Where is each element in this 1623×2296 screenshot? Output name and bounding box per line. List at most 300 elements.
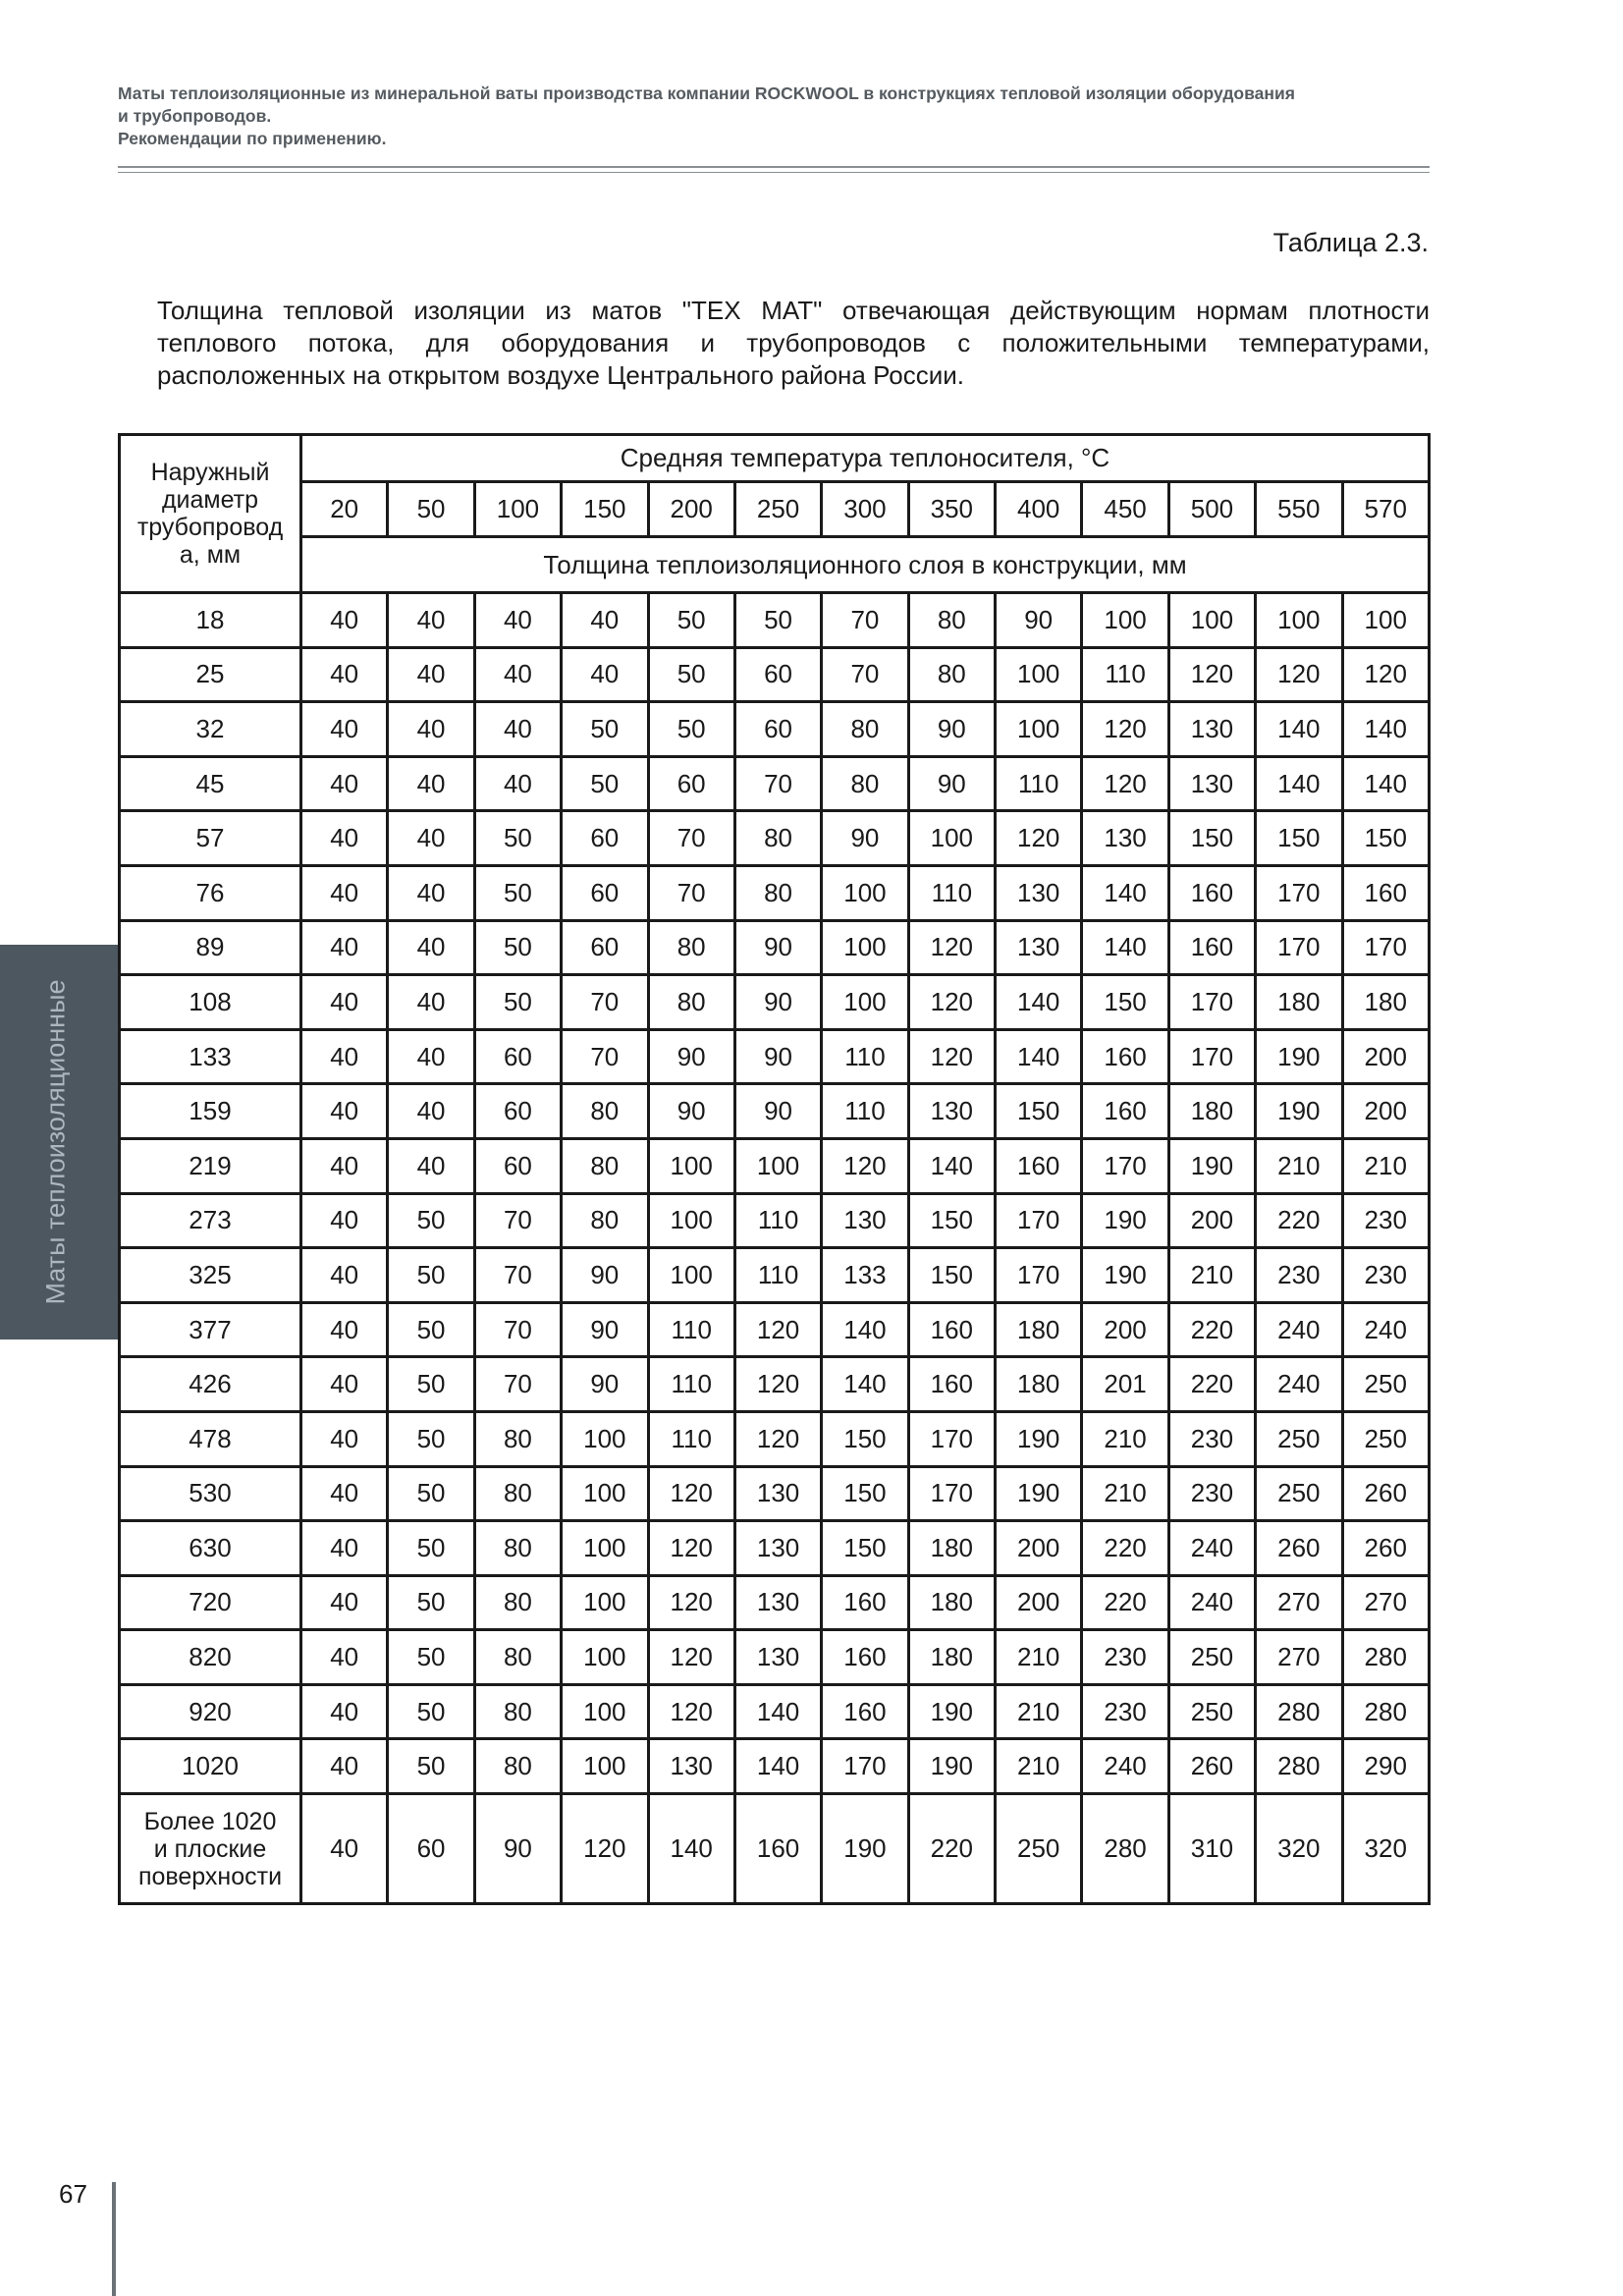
caption-line-3: расположенных на открытом воздухе Центрального района России. — [157, 360, 965, 390]
diameter-cell: 25 — [120, 647, 301, 702]
thickness-cell: 120 — [648, 1466, 734, 1521]
thickness-cell: 190 — [1256, 1084, 1342, 1139]
thickness-cell: 280 — [1342, 1630, 1430, 1685]
thickness-cell: 170 — [908, 1411, 995, 1466]
temperature-caption: Средняя температура теплоносителя, °С — [301, 435, 1430, 482]
thickness-cell: 40 — [301, 1084, 388, 1139]
thickness-cell: 80 — [474, 1575, 561, 1630]
thickness-cell: 240 — [1168, 1575, 1255, 1630]
table-row — [120, 1138, 1430, 1193]
thickness-cell: 50 — [474, 975, 561, 1030]
thickness-cell: 90 — [734, 1029, 821, 1084]
thickness-cell: 80 — [822, 756, 908, 811]
thickness-cell: 80 — [908, 647, 995, 702]
thickness-cell: 160 — [822, 1630, 908, 1685]
thickness-cell: 110 — [648, 1411, 734, 1466]
thickness-cell: 160 — [908, 1357, 995, 1412]
thickness-cell: 50 — [388, 1739, 474, 1794]
thickness-cell: 170 — [1256, 920, 1342, 975]
temperature-column-header: 200 — [648, 482, 734, 537]
thickness-cell: 200 — [1342, 1029, 1430, 1084]
thickness-cell: 140 — [1082, 865, 1168, 920]
table-row — [120, 1794, 1430, 1904]
thickness-cell: 170 — [996, 1193, 1082, 1248]
diameter-cell: 478 — [120, 1411, 301, 1466]
thickness-cell: 220 — [1256, 1193, 1342, 1248]
thickness-cell: 80 — [562, 1193, 648, 1248]
thickness-cell: 250 — [1256, 1466, 1342, 1521]
table-row — [120, 1684, 1430, 1739]
thickness-cell: 60 — [474, 1029, 561, 1084]
thickness-cell: 160 — [996, 1138, 1082, 1193]
thickness-cell: 240 — [1256, 1302, 1342, 1357]
thickness-cell: 150 — [908, 1248, 995, 1303]
thickness-cell: 70 — [562, 975, 648, 1030]
diameter-cell: 920 — [120, 1684, 301, 1739]
thickness-cell: 40 — [301, 1357, 388, 1412]
thickness-cell: 40 — [388, 702, 474, 757]
thickness-cell: 40 — [301, 1029, 388, 1084]
thickness-cell: 120 — [734, 1357, 821, 1412]
table-number: Таблица 2.3. — [1272, 228, 1429, 257]
thickness-cell: 200 — [996, 1521, 1082, 1576]
diameter-cell: 820 — [120, 1630, 301, 1685]
thickness-cell: 40 — [301, 702, 388, 757]
thickness-cell: 40 — [301, 920, 388, 975]
thickness-cell: 140 — [1342, 702, 1430, 757]
thickness-cell: 160 — [822, 1575, 908, 1630]
thickness-cell: 70 — [474, 1302, 561, 1357]
thickness-cell: 200 — [1342, 1084, 1430, 1139]
thickness-cell: 210 — [1256, 1138, 1342, 1193]
thickness-cell: 110 — [1082, 647, 1168, 702]
thickness-cell: 100 — [822, 920, 908, 975]
thickness-cell: 70 — [562, 1029, 648, 1084]
thickness-cell: 60 — [734, 647, 821, 702]
thickness-cell: 100 — [822, 865, 908, 920]
table-row — [120, 1575, 1430, 1630]
diameter-cell: 159 — [120, 1084, 301, 1139]
diameter-header-line: а, мм — [179, 541, 242, 569]
thickness-cell: 100 — [562, 1630, 648, 1685]
diameter-cell: 630 — [120, 1521, 301, 1576]
thickness-cell: 150 — [1168, 811, 1255, 866]
thickness-cell: 230 — [1256, 1248, 1342, 1303]
thickness-cell: 230 — [1082, 1630, 1168, 1685]
thickness-cell: 130 — [734, 1521, 821, 1576]
thickness-cell: 210 — [996, 1684, 1082, 1739]
thickness-cell: 110 — [734, 1193, 821, 1248]
thickness-cell: 180 — [1256, 975, 1342, 1030]
thickness-cell: 100 — [562, 1411, 648, 1466]
thickness-cell: 100 — [562, 1739, 648, 1794]
diameter-cell: 32 — [120, 702, 301, 757]
diameter-cell: 720 — [120, 1575, 301, 1630]
thickness-cell: 40 — [474, 702, 561, 757]
thickness-cell: 50 — [734, 593, 821, 648]
table-caption — [157, 295, 1430, 392]
thickness-cell: 50 — [388, 1302, 474, 1357]
thickness-cell: 40 — [388, 756, 474, 811]
thickness-cell: 100 — [822, 975, 908, 1030]
thickness-cell: 40 — [562, 647, 648, 702]
thickness-cell: 270 — [1256, 1575, 1342, 1630]
temperature-column-header: 250 — [734, 482, 821, 537]
thickness-cell: 90 — [734, 1084, 821, 1139]
thickness-cell: 80 — [474, 1411, 561, 1466]
caption-line-1: Толщина тепловой изоляции из матов "TEX MAT" отвечающая действующим нормам плотности — [157, 296, 1430, 325]
thickness-cell: 220 — [1168, 1357, 1255, 1412]
temperature-column-header: 450 — [1082, 482, 1168, 537]
thickness-cell: 120 — [1256, 647, 1342, 702]
thickness-cell: 180 — [1342, 975, 1430, 1030]
thickness-cell: 40 — [388, 975, 474, 1030]
thickness-cell: 40 — [301, 1630, 388, 1685]
thickness-cell: 190 — [908, 1684, 995, 1739]
running-header-line-3: Рекомендации по применению. — [118, 129, 387, 148]
thickness-cell: 90 — [562, 1302, 648, 1357]
thickness-cell: 200 — [1168, 1193, 1255, 1248]
thickness-cell: 130 — [734, 1575, 821, 1630]
temperature-header-row — [120, 482, 1430, 537]
thickness-cell: 50 — [562, 756, 648, 811]
thickness-cell: 120 — [908, 975, 995, 1030]
thickness-cell: 110 — [648, 1357, 734, 1412]
thickness-cell: 170 — [996, 1248, 1082, 1303]
thickness-cell: 100 — [648, 1193, 734, 1248]
thickness-cell: 50 — [388, 1684, 474, 1739]
thickness-cell: 250 — [1256, 1411, 1342, 1466]
diameter-header-line: Наружный — [150, 459, 270, 486]
thickness-cell: 230 — [1168, 1466, 1255, 1521]
thickness-cell: 130 — [1168, 702, 1255, 757]
page-number-bar — [112, 2182, 116, 2296]
thickness-cell: 160 — [908, 1302, 995, 1357]
temperature-column-header: 500 — [1168, 482, 1255, 537]
thickness-cell: 190 — [1082, 1248, 1168, 1303]
thickness-cell: 70 — [474, 1193, 561, 1248]
thickness-cell: 110 — [822, 1084, 908, 1139]
thickness-cell: 70 — [474, 1357, 561, 1412]
thickness-cell: 150 — [822, 1466, 908, 1521]
thickness-cell: 160 — [1082, 1029, 1168, 1084]
table-row — [120, 647, 1430, 702]
thickness-cell: 240 — [1256, 1357, 1342, 1412]
thickness-cell: 90 — [474, 1794, 561, 1904]
thickness-cell: 160 — [1168, 920, 1255, 975]
thickness-cell: 40 — [301, 865, 388, 920]
thickness-cell: 40 — [301, 1411, 388, 1466]
thickness-cell: 150 — [908, 1193, 995, 1248]
thickness-cell: 100 — [648, 1138, 734, 1193]
thickness-cell: 220 — [1082, 1575, 1168, 1630]
thickness-cell: 50 — [648, 647, 734, 702]
thickness-cell: 140 — [996, 1029, 1082, 1084]
table-row — [120, 702, 1430, 757]
thickness-cell: 40 — [301, 1794, 388, 1904]
thickness-cell: 100 — [562, 1466, 648, 1521]
header-rule — [118, 166, 1430, 168]
diameter-cell: 45 — [120, 756, 301, 811]
thickness-cell: 250 — [1168, 1684, 1255, 1739]
thickness-cell: 320 — [1256, 1794, 1342, 1904]
thickness-cell: 200 — [1082, 1302, 1168, 1357]
thickness-cell: 220 — [1082, 1521, 1168, 1576]
thickness-cell: 60 — [562, 920, 648, 975]
thickness-cell: 80 — [562, 1138, 648, 1193]
thickness-cell: 160 — [1082, 1084, 1168, 1139]
thickness-cell: 170 — [1168, 975, 1255, 1030]
thickness-cell: 80 — [474, 1739, 561, 1794]
thickness-cell: 260 — [1168, 1739, 1255, 1794]
thickness-cell: 180 — [908, 1521, 995, 1576]
thickness-cell: 130 — [908, 1084, 995, 1139]
thickness-cell: 80 — [908, 593, 995, 648]
thickness-cell: 90 — [734, 975, 821, 1030]
thickness-cell: 90 — [562, 1357, 648, 1412]
thickness-cell: 50 — [474, 920, 561, 975]
thickness-cell: 80 — [648, 920, 734, 975]
thickness-cell: 140 — [996, 975, 1082, 1030]
table-row — [120, 865, 1430, 920]
thickness-cell: 190 — [1082, 1193, 1168, 1248]
thickness-cell: 160 — [822, 1684, 908, 1739]
thickness-cell: 140 — [1342, 756, 1430, 811]
temperature-column-header: 100 — [474, 482, 561, 537]
table-row — [120, 1248, 1430, 1303]
table-row — [120, 1521, 1430, 1576]
thickness-cell: 130 — [822, 1193, 908, 1248]
thickness-cell: 50 — [388, 1248, 474, 1303]
thickness-cell: 120 — [1082, 756, 1168, 811]
temperature-column-header: 550 — [1256, 482, 1342, 537]
thickness-cell: 200 — [996, 1575, 1082, 1630]
table-row — [120, 1084, 1430, 1139]
thickness-cell: 140 — [1082, 920, 1168, 975]
thickness-cell: 210 — [1082, 1411, 1168, 1466]
thickness-cell: 80 — [474, 1684, 561, 1739]
thickness-cell: 100 — [562, 1684, 648, 1739]
thickness-cell: 220 — [908, 1794, 995, 1904]
thickness-cell: 70 — [474, 1248, 561, 1303]
thickness-cell: 40 — [301, 1138, 388, 1193]
thickness-cell: 40 — [301, 811, 388, 866]
thickness-cell: 40 — [388, 865, 474, 920]
thickness-cell: 50 — [474, 811, 561, 866]
thickness-cell: 170 — [1256, 865, 1342, 920]
thickness-cell: 60 — [648, 756, 734, 811]
temperature-column-header: 570 — [1342, 482, 1430, 537]
thickness-cell: 260 — [1256, 1521, 1342, 1576]
thickness-cell: 190 — [908, 1739, 995, 1794]
thickness-cell: 280 — [1256, 1684, 1342, 1739]
thickness-cell: 50 — [388, 1411, 474, 1466]
thickness-cell: 40 — [388, 593, 474, 648]
diameter-cell: 273 — [120, 1193, 301, 1248]
thickness-cell: 160 — [734, 1794, 821, 1904]
thickness-cell: 110 — [822, 1029, 908, 1084]
thickness-cell: 100 — [648, 1248, 734, 1303]
table-row — [120, 1739, 1430, 1794]
thickness-cell: 240 — [1168, 1521, 1255, 1576]
thickness-cell: 280 — [1256, 1739, 1342, 1794]
thickness-cell: 170 — [1342, 920, 1430, 975]
thickness-cell: 60 — [474, 1084, 561, 1139]
diameter-cell: 377 — [120, 1302, 301, 1357]
thickness-cell: 120 — [1082, 702, 1168, 757]
thickness-cell: 120 — [1168, 647, 1255, 702]
thickness-cell: 120 — [648, 1684, 734, 1739]
thickness-cell: 120 — [996, 811, 1082, 866]
thickness-cell: 130 — [734, 1466, 821, 1521]
thickness-cell: 100 — [996, 647, 1082, 702]
thickness-cell: 40 — [301, 1739, 388, 1794]
thickness-cell: 130 — [1168, 756, 1255, 811]
thickness-cell: 50 — [388, 1630, 474, 1685]
thickness-cell: 80 — [474, 1466, 561, 1521]
thickness-cell: 40 — [474, 647, 561, 702]
temperature-column-header: 50 — [388, 482, 474, 537]
thickness-cell: 130 — [1082, 811, 1168, 866]
thickness-cell: 40 — [388, 811, 474, 866]
thickness-cell: 60 — [388, 1794, 474, 1904]
thickness-cell: 120 — [908, 1029, 995, 1084]
thickness-cell: 150 — [996, 1084, 1082, 1139]
thickness-cell: 120 — [734, 1411, 821, 1466]
thickness-cell: 210 — [1168, 1248, 1255, 1303]
thickness-cell: 80 — [474, 1521, 561, 1576]
thickness-cell: 260 — [1342, 1466, 1430, 1521]
thickness-cell: 210 — [996, 1739, 1082, 1794]
thickness-cell: 60 — [734, 702, 821, 757]
thickness-cell: 100 — [908, 811, 995, 866]
table-row — [120, 1357, 1430, 1412]
table-row — [120, 1029, 1430, 1084]
thickness-cell: 40 — [301, 1302, 388, 1357]
thickness-cell: 50 — [388, 1466, 474, 1521]
thickness-cell: 60 — [562, 865, 648, 920]
thickness-cell: 210 — [996, 1630, 1082, 1685]
diameter-cell: 133 — [120, 1029, 301, 1084]
diameter-cell: 108 — [120, 975, 301, 1030]
thickness-cell: 70 — [648, 811, 734, 866]
thickness-cell: 40 — [388, 647, 474, 702]
thickness-cell: 230 — [1342, 1248, 1430, 1303]
thickness-cell: 280 — [1342, 1684, 1430, 1739]
thickness-cell: 70 — [648, 865, 734, 920]
thickness-cell: 100 — [562, 1575, 648, 1630]
thickness-cell: 150 — [1256, 811, 1342, 866]
thickness-cell: 180 — [908, 1575, 995, 1630]
running-header-line-2: и трубопроводов. — [118, 106, 272, 126]
thickness-cell: 40 — [301, 756, 388, 811]
thickness-cell: 100 — [734, 1138, 821, 1193]
thickness-cell: 240 — [1342, 1302, 1430, 1357]
thickness-cell: 100 — [1168, 593, 1255, 648]
running-header — [118, 82, 1430, 150]
thickness-cell: 50 — [388, 1575, 474, 1630]
thickness-cell: 310 — [1168, 1794, 1255, 1904]
diameter-header — [120, 435, 301, 593]
thickness-cell: 110 — [996, 756, 1082, 811]
thickness-cell: 40 — [474, 593, 561, 648]
thickness-cell: 50 — [388, 1193, 474, 1248]
thickness-cell: 180 — [996, 1302, 1082, 1357]
thickness-cell: 120 — [648, 1521, 734, 1576]
diameter-cell: 530 — [120, 1466, 301, 1521]
thickness-cell: 170 — [1168, 1029, 1255, 1084]
thickness-cell: 180 — [996, 1357, 1082, 1412]
thickness-cell: 230 — [1342, 1193, 1430, 1248]
diameter-cell: 325 — [120, 1248, 301, 1303]
thickness-cell: 150 — [1082, 975, 1168, 1030]
thickness-cell: 140 — [822, 1357, 908, 1412]
diameter-cell — [120, 1794, 301, 1904]
temperature-column-header: 350 — [908, 482, 995, 537]
thickness-cell: 80 — [562, 1084, 648, 1139]
thickness-cell: 40 — [388, 1084, 474, 1139]
thickness-cell: 90 — [822, 811, 908, 866]
thickness-cell: 120 — [562, 1794, 648, 1904]
thickness-cell: 230 — [1082, 1684, 1168, 1739]
table-body — [120, 593, 1430, 1904]
thickness-cell: 140 — [1256, 702, 1342, 757]
thickness-cell: 120 — [648, 1630, 734, 1685]
thickness-cell: 40 — [301, 1521, 388, 1576]
diameter-cell: 1020 — [120, 1739, 301, 1794]
thickness-cell: 70 — [734, 756, 821, 811]
thickness-cell: 40 — [301, 647, 388, 702]
thickness-cell: 170 — [1082, 1138, 1168, 1193]
thickness-cell: 100 — [1342, 593, 1430, 648]
thickness-cell: 90 — [562, 1248, 648, 1303]
table-row — [120, 1302, 1430, 1357]
thickness-cell: 130 — [996, 865, 1082, 920]
thickness-cell: 40 — [388, 920, 474, 975]
thickness-cell: 40 — [301, 1466, 388, 1521]
thickness-cell: 180 — [1168, 1084, 1255, 1139]
thickness-cell: 130 — [648, 1739, 734, 1794]
header-rule — [118, 172, 1430, 173]
thickness-cell: 210 — [1082, 1466, 1168, 1521]
thickness-cell: 90 — [908, 756, 995, 811]
thickness-cell: 170 — [822, 1739, 908, 1794]
thickness-cell: 150 — [822, 1411, 908, 1466]
thickness-cell: 50 — [388, 1357, 474, 1412]
thickness-cell: 260 — [1342, 1521, 1430, 1576]
thickness-cell: 40 — [301, 593, 388, 648]
thickness-cell: 130 — [734, 1630, 821, 1685]
thickness-cell: 40 — [562, 593, 648, 648]
running-header-line-1: Маты теплоизоляционные из минеральной ваты производства компании ROCKWOOL в конструкциях тепловой изоляции оборудования — [118, 83, 1295, 103]
diameter-header-line: трубопровод — [136, 514, 284, 541]
table-row — [120, 1411, 1430, 1466]
thickness-cell: 250 — [1342, 1357, 1430, 1412]
thickness-cell: 80 — [734, 865, 821, 920]
thickness-cell: 140 — [734, 1739, 821, 1794]
thickness-cell: 170 — [908, 1466, 995, 1521]
thickness-cell: 120 — [648, 1575, 734, 1630]
caption-line-2: теплового потока, для оборудования и трубопроводов с положительными температурами, — [157, 328, 1430, 357]
thickness-cell: 230 — [1168, 1411, 1255, 1466]
thickness-cell: 201 — [1082, 1357, 1168, 1412]
thickness-cell: 80 — [822, 702, 908, 757]
thickness-cell: 70 — [822, 593, 908, 648]
table-row — [120, 975, 1430, 1030]
diameter-cell-line: и плоские — [153, 1834, 267, 1863]
thickness-cell: 270 — [1256, 1630, 1342, 1685]
thickness-cell: 220 — [1168, 1302, 1255, 1357]
